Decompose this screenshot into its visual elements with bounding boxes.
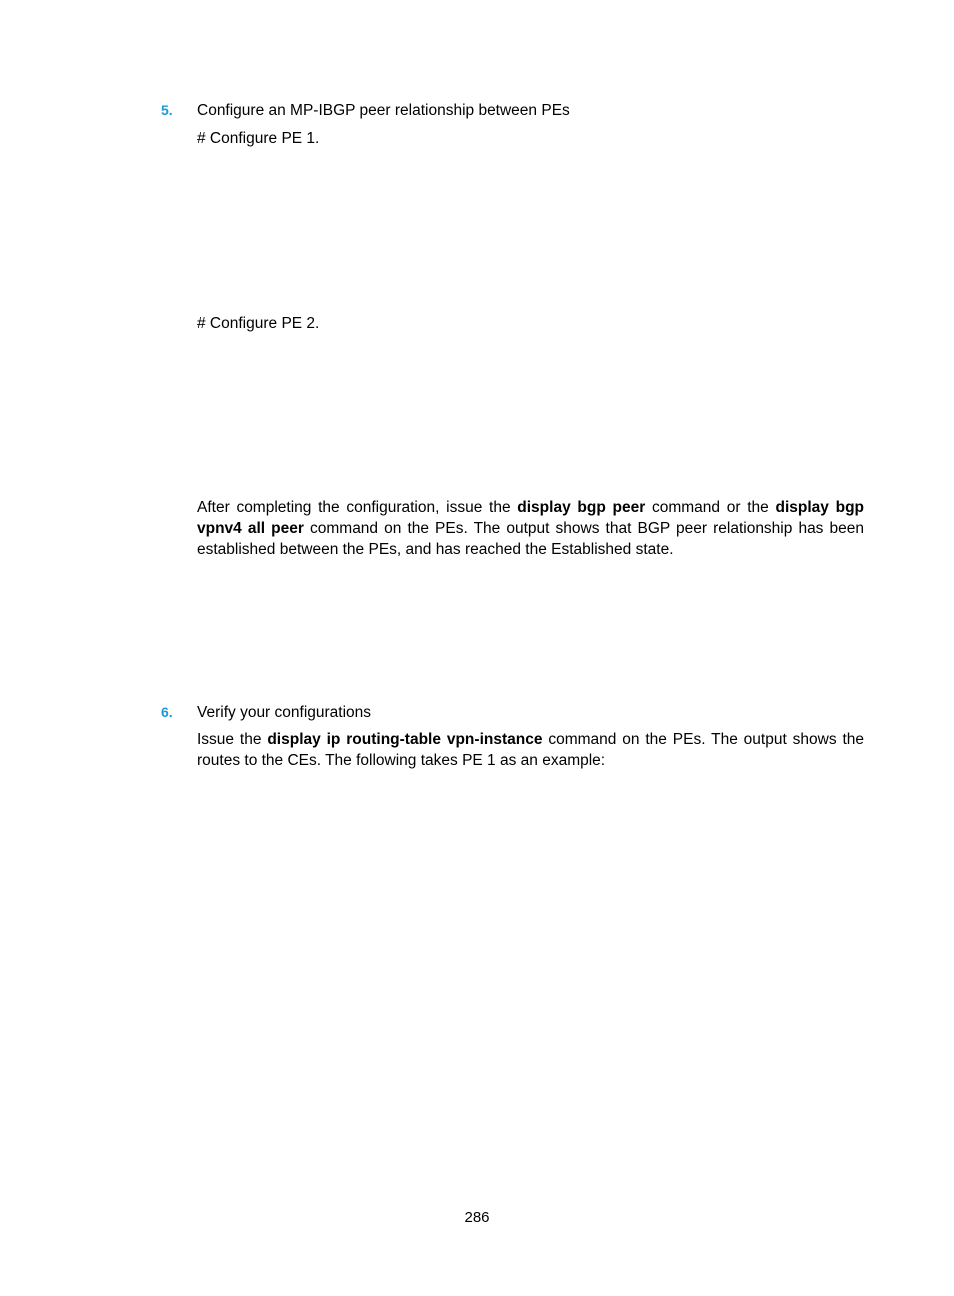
step-5-number: 5. [161, 102, 173, 118]
command-display-bgp-peer: display bgp peer [517, 499, 646, 516]
command-display-bgp-vpnv4-all-peer: display bgp vpnv4 all peer [197, 499, 865, 537]
configure-pe1-comment: # Configure PE 1. [197, 130, 320, 147]
step-6-number: 6. [161, 704, 173, 720]
after-configuration-paragraph: After completing the configuration, issue the display bgp peer command or the display bgp vpnv4 all peer command on the PEs. The output shows that BGP peer relationship has been established between the PEs, and has reached the Established state. [197, 499, 865, 558]
verify-paragraph: Issue the display ip routing-table vpn-instance command on the PEs. The output shows the routes to the CEs. The following takes PE 1 as an example: [197, 731, 864, 769]
page-number: 286 [464, 1209, 490, 1226]
step-5-title: Configure an MP-IBGP peer relationship between PEs [197, 102, 570, 119]
configure-pe2-comment: # Configure PE 2. [197, 315, 320, 332]
command-display-ip-routing-table-vpn-instance: display ip routing-table vpn-instance [267, 731, 543, 748]
step-6-title: Verify your configurations [197, 704, 372, 721]
